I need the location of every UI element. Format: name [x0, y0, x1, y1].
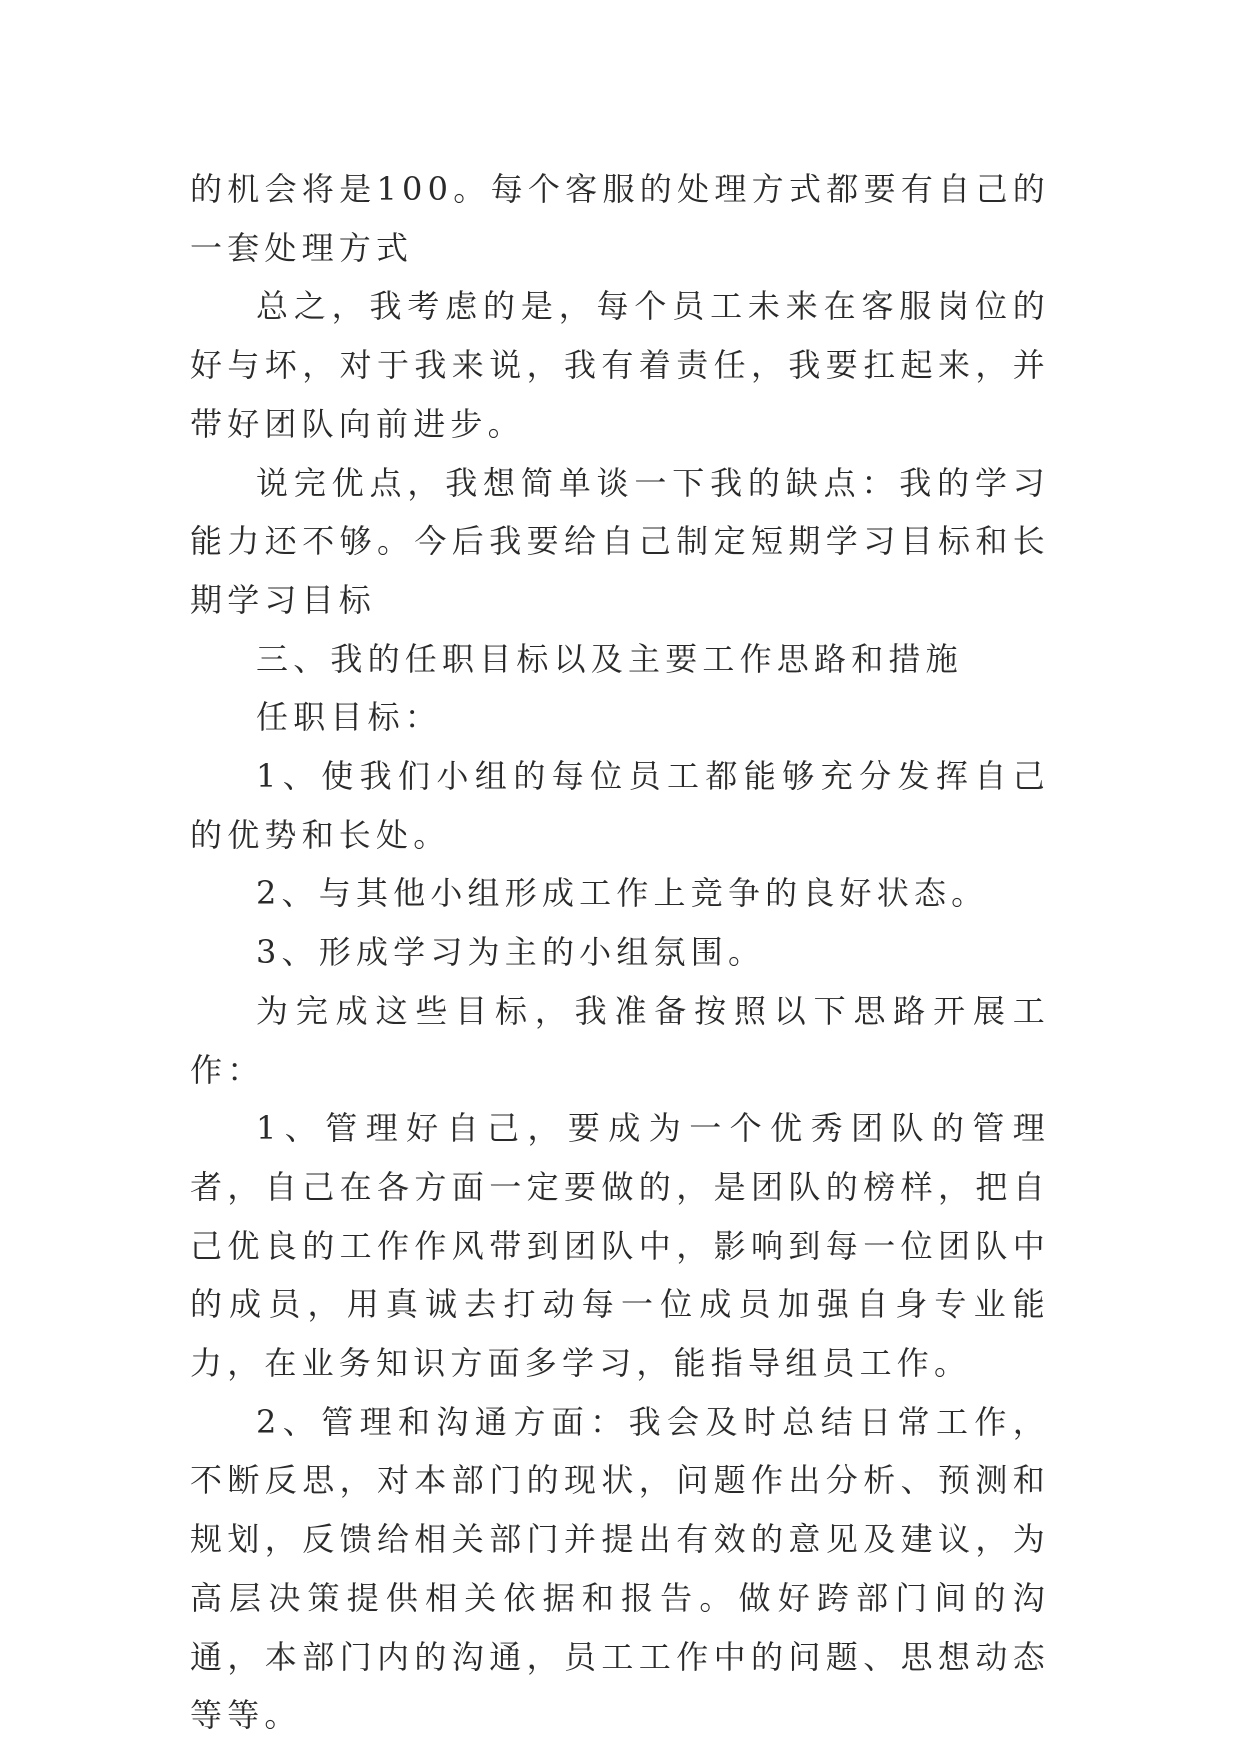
- section-heading-goals: 三、我的任职目标以及主要工作思路和措施: [256, 639, 963, 678]
- goal-item-2: 2、与其他小组形成工作上竞争的良好状态。: [256, 874, 989, 913]
- goal-item-1: 1、使我们小组的每位员工都能够充分发挥自己的优势和长处。: [190, 757, 1050, 854]
- paragraph-continuation: 的机会将是100。每个客服的处理方式都要有自己的一套处理方式: [190, 170, 1050, 267]
- paragraph-summary: 总之，我考虑的是，每个员工未来在客服岗位的好与坏，对于我来说，我有着责任，我要扛起来，并带好团队向前进步。: [190, 287, 1050, 443]
- document-body: [190, 160, 1050, 1745]
- plan-intro: 为完成这些目标，我准备按照以下思路开展工作：: [190, 991, 1050, 1089]
- goal-item-3: 3、形成学习为主的小组氛围。: [256, 933, 766, 972]
- paragraph-weakness: 说完优点，我想简单谈一下我的缺点：我的学习能力还不够。今后我要给自己制定短期学习目标和长期学习目标: [190, 463, 1050, 619]
- plan-item-2: 2、管理和沟通方面：我会及时总结日常工作，不断反思，对本部门的现状，问题作出分析、预测和规划，反馈给相关部门并提出有效的意见及建议，为高层决策提供相关依据和报告。做好跨部门间的沟通，本部门内的沟通，员工工作中的问题、思想动态等等。: [190, 1402, 1050, 1735]
- plan-item-1: 1、管理好自己，要成为一个优秀团队的管理者，自己在各方面一定要做的，是团队的榜样，把自己优良的工作作风带到团队中，影响到每一位团队中的成员，用真诚去打动每一位成员加强自身专业能力，在业务知识方面多学习，能指导组员工作。: [190, 1109, 1050, 1383]
- subheading-goals: 任职目标：: [256, 698, 443, 737]
